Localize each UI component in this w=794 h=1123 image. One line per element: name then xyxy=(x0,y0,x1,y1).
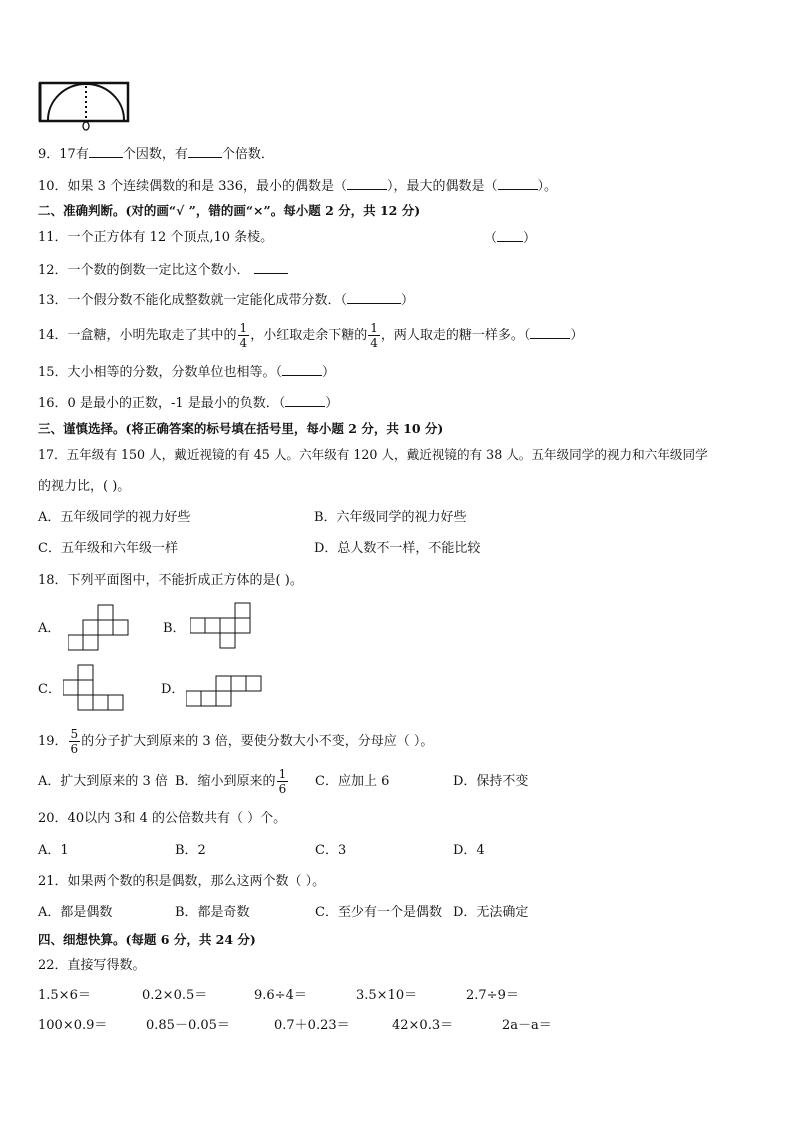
q14-frac1-num: 1 xyxy=(239,321,248,335)
q13-blank[interactable] xyxy=(347,291,401,304)
q19-opt-b-num: 1 xyxy=(278,767,287,781)
question-10 xyxy=(38,177,557,196)
question-17-line-1: 17．五年级有 150 人，戴近视镜的有 45 人。六年级有 120 人，戴近视镜的有 38 人。五年级同学的视力和六年级同学 xyxy=(38,447,708,462)
q11-answer xyxy=(484,229,536,248)
q15-text-b: ） xyxy=(322,365,336,380)
section-4-title: 四、细想快算。(每题 6 分，共 24 分) xyxy=(38,932,256,947)
q21-option-d[interactable]: D．无法确定 xyxy=(453,905,529,920)
q20-option-d[interactable]: D．4 xyxy=(453,843,485,858)
q19-option-a[interactable]: A．扩大到原来的 3 倍 xyxy=(38,774,168,789)
section-3-title: 三、谨慎选择。(将正确答案的标号填在括号里，每小题 2 分，共 10 分) xyxy=(38,421,444,436)
q20-option-b[interactable]: B．2 xyxy=(175,843,206,858)
calc-item: 9.6÷4＝ xyxy=(254,988,307,1003)
q16-text-b: ） xyxy=(325,396,339,411)
q14-frac1-den: 4 xyxy=(239,336,248,350)
q18-label-a[interactable]: A． xyxy=(38,621,61,636)
q21-option-c[interactable]: C．至少有一个是偶数 xyxy=(315,905,442,920)
q17-option-c[interactable]: C．五年级和六年级一样 xyxy=(38,541,178,556)
q14-fraction-2 xyxy=(368,321,380,350)
q14-text: 14．一盒糖，小明先取走了其中的 xyxy=(38,328,237,343)
calc-item: 0.7＋0.23＝ xyxy=(274,1018,350,1033)
q10-text: 10．如果 3 个连续偶数的和是 336，最小的偶数是（ xyxy=(38,179,348,194)
q14-text-b: ，小红取走余下糖的 xyxy=(250,328,368,343)
q17-option-a[interactable]: A．五年级同学的视力好些 xyxy=(38,510,191,525)
q12-blank[interactable] xyxy=(254,261,288,274)
cube-net-a[interactable] xyxy=(68,604,132,654)
question-11: 11．一个正方体有 12 个顶点,10 条棱。 xyxy=(38,230,274,245)
q16-blank[interactable] xyxy=(285,394,325,407)
q12-text: 12．一个数的倒数一定比这个数小． xyxy=(38,263,250,278)
section-2-title: 二、准确判断。(对的画“√ ”，错的画“×”。每小题 2 分，共 12 分) xyxy=(38,203,421,218)
q14-frac2-den: 4 xyxy=(370,336,378,350)
q19-option-c[interactable]: C．应加上 6 xyxy=(315,774,390,789)
q19-option-b-fraction xyxy=(277,767,289,796)
calc-item: 2a－a＝ xyxy=(502,1018,552,1033)
q20-option-a[interactable]: A．1 xyxy=(38,843,69,858)
q10-blank-1[interactable] xyxy=(347,177,387,190)
q11-paren-open: （ xyxy=(484,231,498,246)
q21-option-b[interactable]: B．都是奇数 xyxy=(175,905,250,920)
q9-text-b: 个因数，有 xyxy=(122,147,188,162)
q19-option-b[interactable] xyxy=(175,762,289,802)
question-21: 21．如果两个数的积是偶数，那么这两个数（ ）。 xyxy=(38,874,326,889)
calc-item: 1.5×6＝ xyxy=(38,988,91,1003)
q20-option-c[interactable]: C．3 xyxy=(315,843,347,858)
cube-net-b[interactable] xyxy=(190,602,254,652)
q21-option-a[interactable]: A．都是偶数 xyxy=(38,905,113,920)
cube-net-d[interactable] xyxy=(186,675,266,711)
cube-net-c[interactable] xyxy=(63,664,127,714)
q14-fraction-1 xyxy=(238,321,250,350)
q11-paren-close: ） xyxy=(523,231,537,246)
q10-text-c: ）。 xyxy=(537,179,558,194)
question-15 xyxy=(38,363,335,382)
q19-frac-den: 6 xyxy=(70,742,79,756)
calc-item: 0.85－0.05＝ xyxy=(146,1018,230,1033)
q19-opt-b-den: 6 xyxy=(278,782,287,796)
q17-option-d[interactable]: D．总人数不一样，不能比较 xyxy=(314,541,481,556)
q19-frac-num: 5 xyxy=(70,727,79,741)
calc-item: 42×0.3＝ xyxy=(392,1018,454,1033)
q15-text: 15．大小相等的分数，分数单位也相等。（ xyxy=(38,365,283,380)
q19-fraction xyxy=(69,727,81,756)
calc-item: 100×0.9＝ xyxy=(38,1018,108,1033)
question-14 xyxy=(38,318,583,354)
question-19 xyxy=(38,722,433,762)
q14-frac2-num: 1 xyxy=(370,321,378,335)
question-20: 20．40以内 3和 4 的公倍数共有（ ）个。 xyxy=(38,811,287,826)
q11-blank[interactable] xyxy=(497,229,523,242)
question-12 xyxy=(38,261,288,280)
q17-option-b[interactable]: B．六年级同学的视力好些 xyxy=(314,510,467,525)
q18-label-b[interactable]: B． xyxy=(163,621,186,636)
q19-number: 19． xyxy=(38,734,68,749)
q18-label-c[interactable]: C． xyxy=(38,682,61,697)
q19-option-b-text: B．缩小到原来的 xyxy=(175,774,276,789)
q9-blank-1[interactable] xyxy=(89,145,123,158)
q9-blank-2[interactable] xyxy=(188,145,222,158)
question-22: 22．直接写得数。 xyxy=(38,958,146,973)
question-18: 18．下列平面图中，不能折成正方体的是( )。 xyxy=(38,573,303,588)
q9-text: 9．17有 xyxy=(38,147,89,162)
calc-item: 3.5×10＝ xyxy=(356,988,418,1003)
q10-text-b: ），最大的偶数是（ xyxy=(387,179,498,194)
q16-text: 16．0 是最小的正数，-1 是最小的负数．（ xyxy=(38,396,286,411)
calc-item: 2.7÷9＝ xyxy=(466,988,519,1003)
q14-text-c: ，两人取走的糖一样多。（ xyxy=(380,328,531,343)
question-16 xyxy=(38,394,338,413)
question-17-line-2: 的视力比，( )。 xyxy=(38,479,131,494)
q13-text-b: ） xyxy=(401,293,415,308)
semicircle-figure xyxy=(36,80,132,134)
calc-item: 0.2×0.5＝ xyxy=(142,988,208,1003)
q13-text: 13．一个假分数不能化成整数就一定能化成带分数．（ xyxy=(38,293,348,308)
q19-text: 的分子扩大到原来的 3 倍，要使分数大小不变，分母应（ ）。 xyxy=(81,734,434,749)
q10-blank-2[interactable] xyxy=(498,177,538,190)
q19-option-d[interactable]: D．保持不变 xyxy=(453,774,529,789)
q14-blank[interactable] xyxy=(530,326,570,339)
question-13 xyxy=(38,291,414,310)
q14-text-d: ） xyxy=(570,328,584,343)
question-9 xyxy=(38,145,274,164)
q18-label-d[interactable]: D． xyxy=(161,682,185,697)
q9-text-c: 个倍数． xyxy=(221,147,274,162)
q15-blank[interactable] xyxy=(282,363,322,376)
